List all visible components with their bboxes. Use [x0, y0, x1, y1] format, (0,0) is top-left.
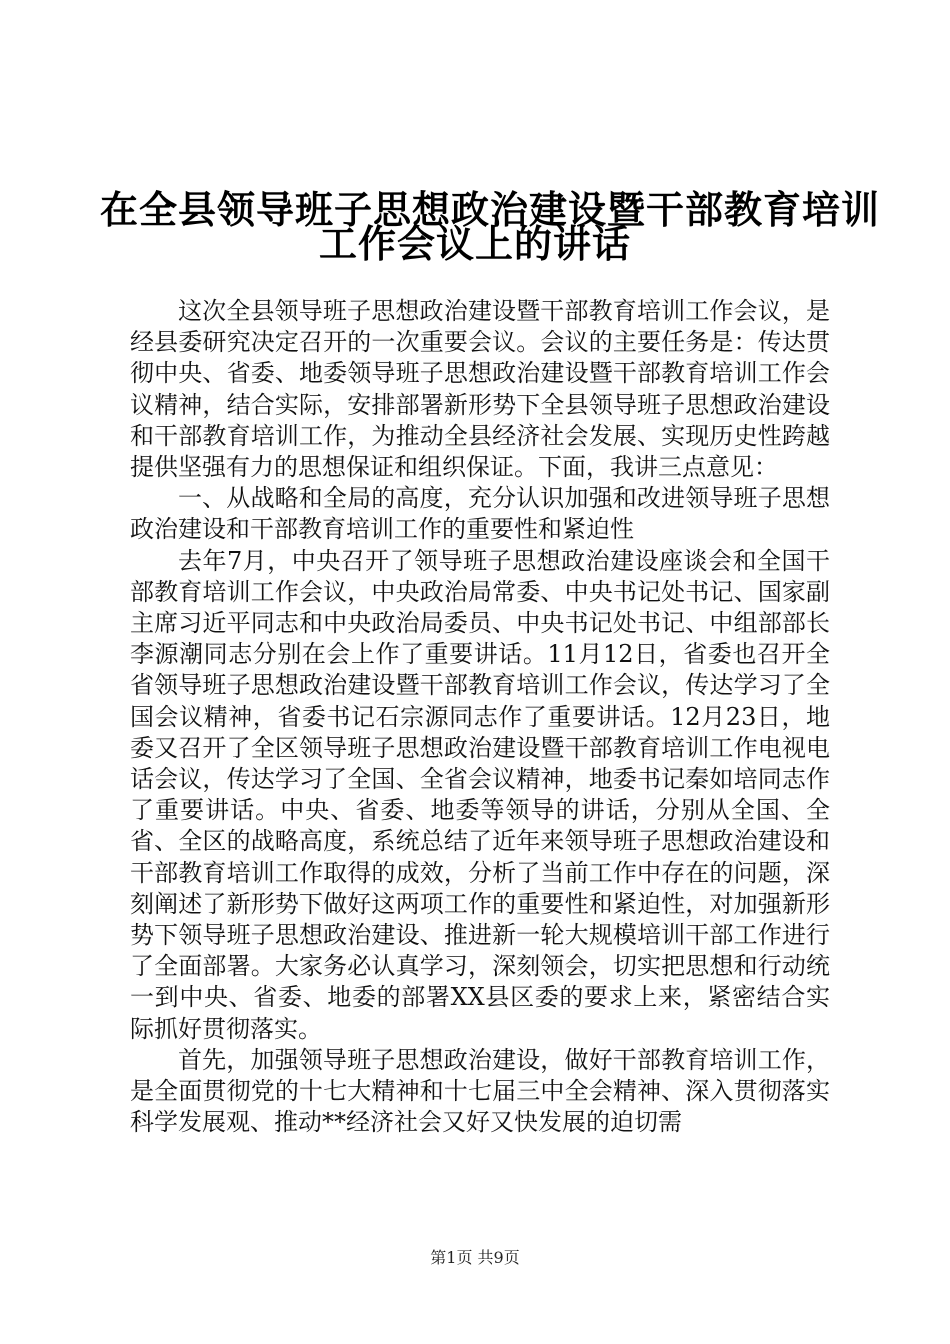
document-title-line-2: 工作会议上的讲话 [318, 222, 631, 266]
paragraph-intro: 这次全县领导班子思想政治建设暨干部教育培训工作会议，是经县委研究决定召开的一次重要会议。会议的主要任务是：传达贯彻中央、省委、地委领导班子思想政治建设暨干部教育培训工作会议精神，结合实际，安排部署新形势下全县领导班子思想政治建设和干部教育培训工作，为推动全县经济社会发展、实现历史性跨越提供坚强有力的思想保证和组织保证。下面，我讲三点意见： [130, 297, 830, 482]
paragraph-first-point: 首先，加强领导班子思想政治建设，做好干部教育培训工作，是全面贯彻党的十七大精神和十七届三中全会精神、深入贯彻落实科学发展观、推动**经济社会又好又快发展的迫切需 [130, 1045, 830, 1137]
page-footer: 第1页 共9页 [430, 1248, 520, 1267]
document-title-line-1: 在全县领导班子思想政治建设暨干部教育培训 [100, 188, 881, 232]
section-heading-1: 一、从战略和全局的高度，充分认识加强和改进领导班子思想政治建设和干部教育培训工作的重要性和紧迫性 [130, 484, 830, 544]
document-body [130, 296, 830, 1138]
paragraph-background: 去年7月，中央召开了领导班子思想政治建设座谈会和全国干部教育培训工作会议，中央政治局常委、中央书记处书记、国家副主席习近平同志和中央政治局委员、中央书记处书记、中组部部长李源潮同志分别在会上作了重要讲话。11月12日，省委也召开全省领导班子思想政治建设暨干部教育培训工作会议，传达学习了全国会议精神，省委书记石宗源同志作了重要讲话。12月23日，地委又召开了全区领导班子思想政治建设暨干部教育培训工作电视电话会议，传达学习了全国、全省会议精神，地委书记秦如培同志作了重要讲话。中央、省委、地委等领导的讲话，分别从全国、全省、全区的战略高度，系统总结了近年来领导班子思想政治建设和干部教育培训工作取得的成效，分析了当前工作中存在的问题，深刻阐述了新形势下做好这两项工作的重要性和紧迫性，对加强新形势下领导班子思想政治建设、推进新一轮大规模培训干部工作进行了全面部署。大家务必认真学习，深刻领会，切实把思想和行动统一到中央、省委、地委的部署XX县区委的要求上来，紧密结合实际抓好贯彻落实。 [130, 546, 830, 1043]
